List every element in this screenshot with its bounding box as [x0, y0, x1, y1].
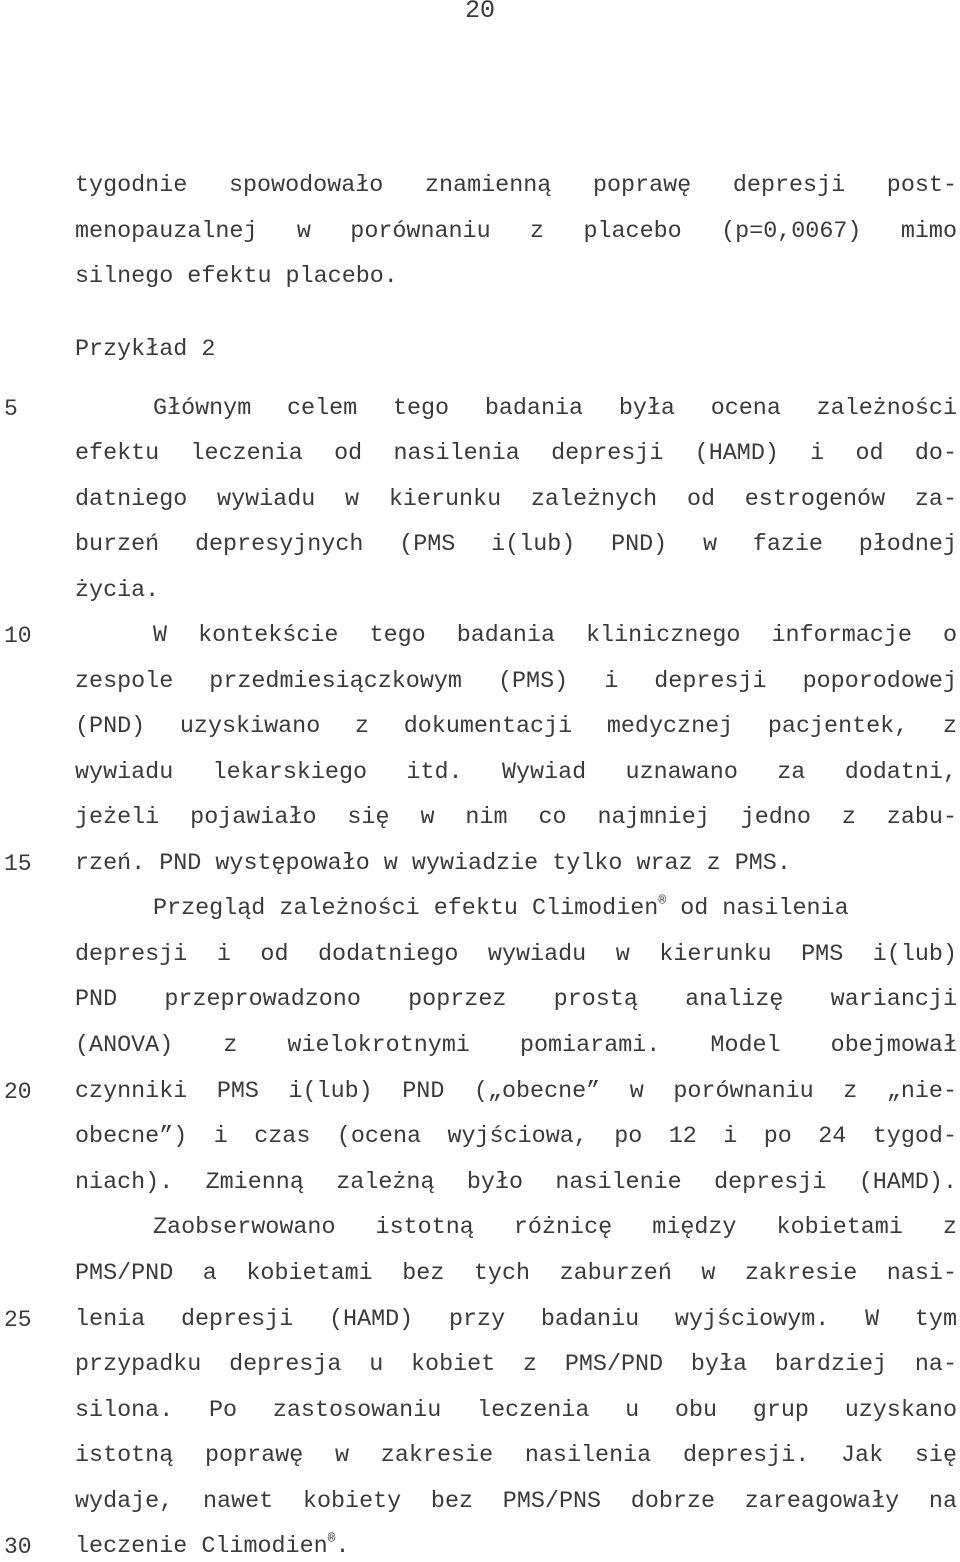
text-line: W kontekście tego badania klinicznego informacje o	[153, 623, 957, 649]
text-line: życia.	[75, 578, 160, 604]
text-line	[75, 894, 957, 924]
text-line: (ANOVA) z wielokrotnymi pomiarami. Model obejmował	[75, 1033, 957, 1059]
text-line: Głównym celem tego badania była ocena zależności	[153, 396, 957, 422]
text-line: efektu leczenia od nasilenia depresji (HAMD) i od do-	[75, 441, 957, 467]
text-line	[75, 1532, 957, 1562]
margin-line-number: 30	[4, 1534, 32, 1560]
text-segment: .	[335, 1534, 350, 1560]
text-line: depresji i od dodatniego wywiadu w kierunku PMS i(lub)	[75, 942, 957, 968]
text-line: silona. Po zastosowaniu leczenia u obu grup uzyskano	[75, 1398, 957, 1424]
text-line: obecne”) i czas (ocena wyjściowa, po 12 i po 24 tygod-	[75, 1124, 957, 1150]
text-line: czynniki PMS i(lub) PND („obecne” w porównaniu z „nie-	[75, 1079, 957, 1105]
text-line: PMS/PND a kobietami bez tych zaburzeń w zakresie nasi-	[75, 1261, 957, 1287]
text-segment: Przegląd zależności efektu Climodien	[153, 896, 659, 922]
margin-line-number: 5	[4, 396, 18, 422]
registered-mark: ®	[327, 1531, 336, 1546]
text-line: przypadku depresja u kobiet z PMS/PND była bardziej na-	[75, 1352, 957, 1378]
text-line: jeżeli pojawiało się w nim co najmniej jedno z zabu-	[75, 805, 957, 831]
margin-line-number: 20	[4, 1079, 32, 1105]
text-line: niach). Zmienną zależną było nasilenie depresji (HAMD).	[75, 1170, 957, 1196]
section-heading: Przykład 2	[75, 337, 216, 363]
text-line: silnego efektu placebo.	[75, 264, 398, 290]
margin-line-number: 25	[4, 1307, 32, 1333]
text-line: wywiadu lekarskiego itd. Wywiad uznawano za dodatni,	[75, 760, 957, 786]
margin-line-number: 10	[4, 623, 32, 649]
page-number: 20	[464, 0, 495, 25]
text-line: lenia depresji (HAMD) przy badaniu wyjściowym. W tym	[75, 1307, 957, 1333]
text-line: tygodnie spowodowało znamienną poprawę depresji post-	[75, 173, 957, 199]
text-segment: od nasilenia	[680, 896, 849, 922]
text-line: PND przeprowadzono poprzez prostą analizę wariancji	[75, 987, 957, 1013]
text-line: Zaobserwowano istotną różnicę między kobietami z	[153, 1215, 957, 1241]
text-line: rzeń. PND występowało w wywiadzie tylko wraz z PMS.	[75, 851, 791, 877]
text-line: zespole przedmiesiączkowym (PMS) i depresji poporodowej	[75, 669, 957, 695]
registered-mark: ®	[658, 893, 667, 908]
text-line: istotną poprawę w zakresie nasilenia depresji. Jak się	[75, 1443, 957, 1469]
text-line: (PND) uzyskiwano z dokumentacji medycznej pacjentek, z	[75, 714, 957, 740]
text-line: burzeń depresyjnych (PMS i(lub) PND) w fazie płodnej	[75, 532, 957, 558]
text-line: datniego wywiadu w kierunku zależnych od estrogenów za-	[75, 487, 957, 513]
text-segment: leczenie Climodien	[75, 1534, 328, 1560]
text-line: wydaje, nawet kobiety bez PMS/PNS dobrze zareagowały na	[75, 1489, 957, 1515]
text-line: menopauzalnej w porównaniu z placebo (p=0,0067) mimo	[75, 219, 957, 245]
margin-line-number: 15	[4, 851, 32, 877]
